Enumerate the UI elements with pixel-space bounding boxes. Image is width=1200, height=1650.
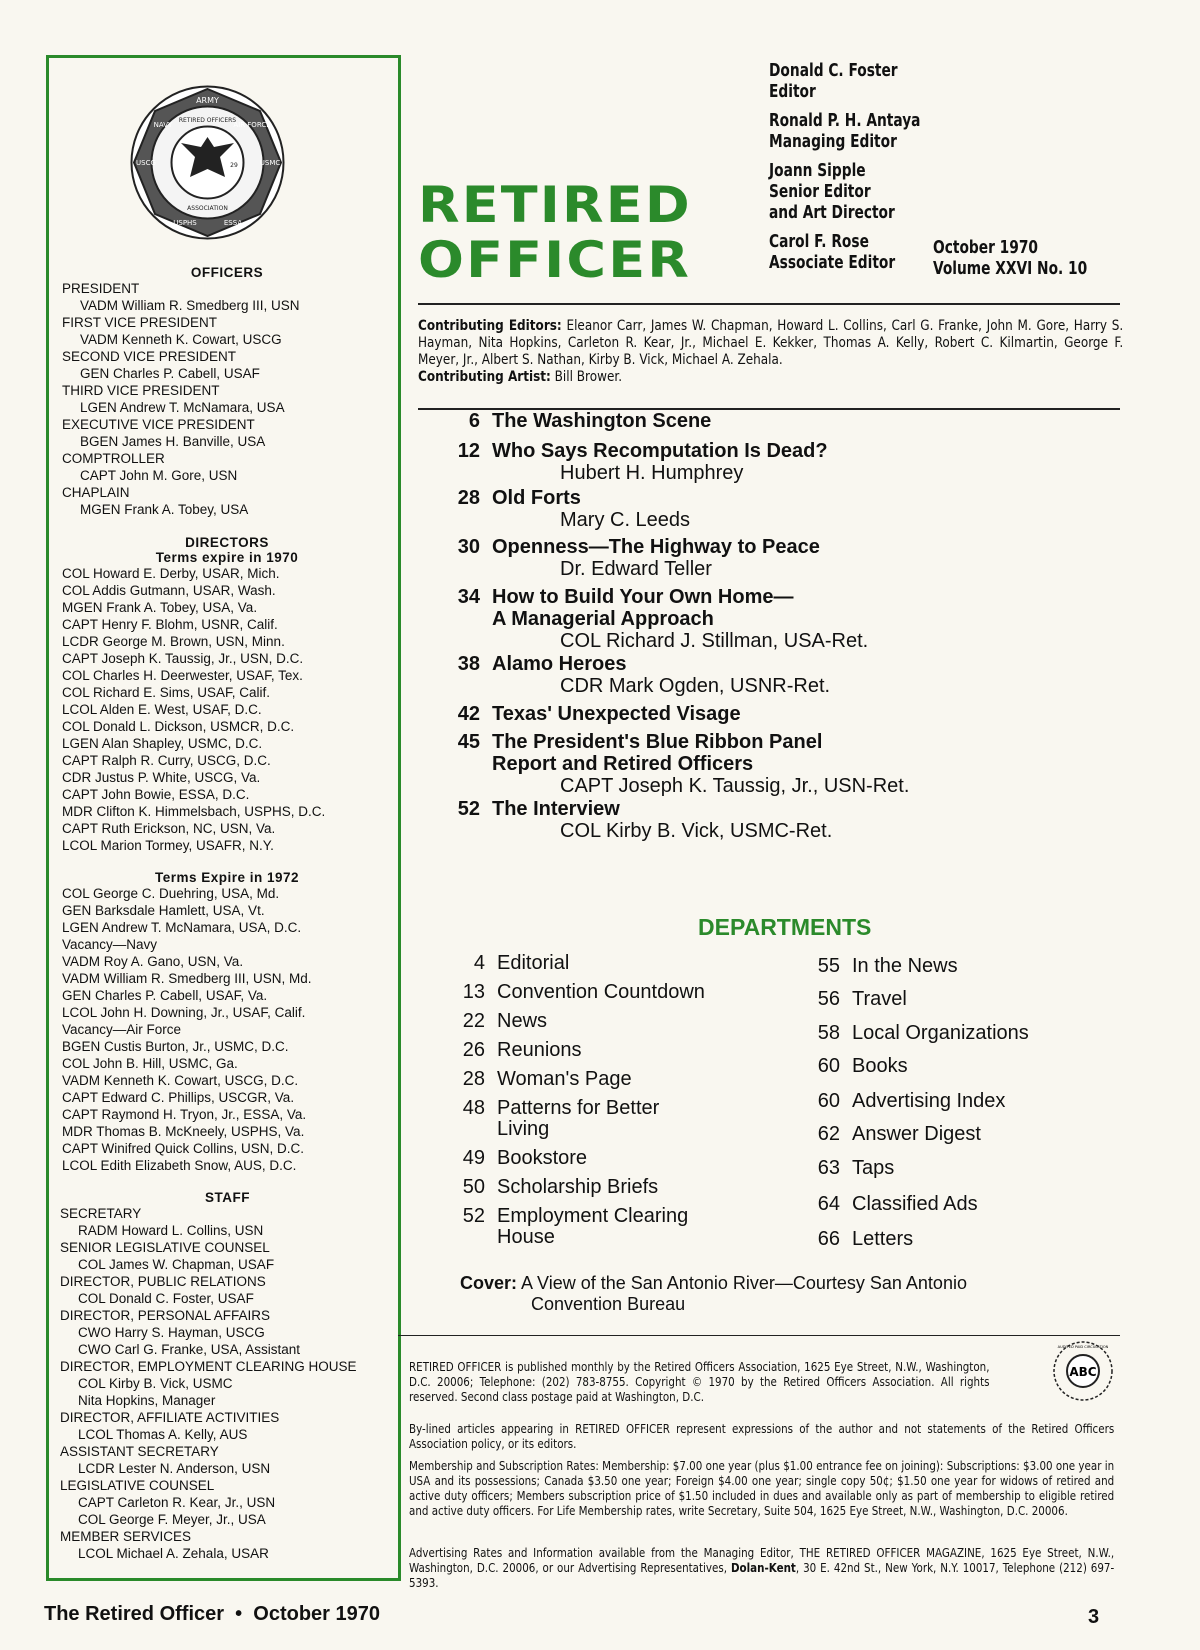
person-name: CWO Harry S. Hayman, USCG xyxy=(78,1325,265,1340)
seal-year: 29 xyxy=(230,162,238,169)
position-title: SENIOR LEGISLATIVE COUNSEL xyxy=(60,1240,270,1255)
directors-1972-section xyxy=(62,870,392,1174)
toc-title: Alamo Heroes xyxy=(492,653,627,675)
person-name: LGEN Andrew T. McNamara, USA xyxy=(80,400,285,415)
director-name: CAPT Joseph K. Taussig, Jr., USN, D.C. xyxy=(62,651,304,666)
terms-1972-heading: Terms Expire in 1972 xyxy=(154,870,300,885)
person-name: LCOL Michael A. Zehala, USAR xyxy=(78,1546,269,1561)
seal-text-navy: NAVY xyxy=(153,121,173,129)
seal-text-essa: ESSA xyxy=(223,219,243,227)
seal-text-air-force: AIR FORCE xyxy=(233,121,271,129)
position-title: MEMBER SERVICES xyxy=(60,1529,192,1544)
toc-title: Old Forts xyxy=(492,487,581,509)
department-title: Editorial xyxy=(497,952,570,974)
department-title: Classified Ads xyxy=(852,1193,978,1215)
page-number: 3 xyxy=(1088,1606,1100,1628)
position-title: DIRECTOR, PERSONAL AFFAIRS xyxy=(60,1308,271,1323)
editor-role: Managing Editor xyxy=(769,131,897,152)
position-title: FIRST VICE PRESIDENT xyxy=(62,315,218,330)
director-name: CAPT Edward C. Phillips, USCGR, Va. xyxy=(62,1090,295,1105)
position-title: DIRECTOR, EMPLOYMENT CLEARING HOUSE xyxy=(60,1359,357,1374)
position-title: CHAPLAIN xyxy=(62,485,130,500)
director-name: CAPT Ralph R. Curry, USCG, D.C. xyxy=(62,753,271,768)
seal-text-army: ARMY xyxy=(196,96,219,105)
toc-page: 45 xyxy=(457,731,480,753)
director-name: VADM Roy A. Gano, USN, Va. xyxy=(62,954,244,969)
toc-title: The Interview xyxy=(492,798,620,820)
person-name: COL James W. Chapman, USAF xyxy=(78,1257,275,1272)
toc-author: COL Kirby B. Vick, USMC-Ret. xyxy=(560,820,833,842)
toc-page: 30 xyxy=(457,536,480,558)
department-page: 60 xyxy=(817,1090,840,1112)
toc-page: 42 xyxy=(457,703,480,725)
person-name: RADM Howard L. Collins, USN xyxy=(78,1223,264,1238)
department-page: 63 xyxy=(817,1157,840,1179)
department-page: 48 xyxy=(462,1097,485,1119)
contributing-artist xyxy=(418,369,1123,386)
cover-caption xyxy=(460,1273,967,1315)
editor-entry xyxy=(769,60,1109,102)
director-name: COL George C. Duehring, USA, Md. xyxy=(62,886,280,901)
director-name: VADM William R. Smedberg III, USN, Md. xyxy=(62,971,312,986)
toc-author: Dr. Edward Teller xyxy=(560,558,712,580)
toc-author: Hubert H. Humphrey xyxy=(560,462,744,484)
department-page: 50 xyxy=(462,1176,485,1198)
cover-text: A View of the San Antonio River—Courtesy San Antonio xyxy=(517,1273,967,1293)
person-name: VADM William R. Smedberg III, USN xyxy=(80,298,300,313)
issue-volume: Volume XXVI No. 10 xyxy=(933,258,1088,279)
position-title: COMPTROLLER xyxy=(62,451,165,466)
director-name: Vacancy—Navy xyxy=(62,937,158,952)
department-page: 4 xyxy=(473,952,485,974)
directors-1970-list xyxy=(62,565,392,854)
seal-text-retired-officers: RETIRED OFFICERS xyxy=(178,117,237,124)
toc-author: Mary C. Leeds xyxy=(560,509,691,531)
position-title: LEGISLATIVE COUNSEL xyxy=(60,1478,215,1493)
toc-title: The President's Blue Ribbon Panel xyxy=(492,731,823,753)
person-name: COL Donald C. Foster, USAF xyxy=(78,1291,254,1306)
director-name: COL Howard E. Derby, USAR, Mich. xyxy=(62,566,280,581)
person-name: COL Kirby B. Vick, USMC xyxy=(78,1376,233,1391)
department-title: Employment Clearing xyxy=(497,1205,689,1227)
director-name: COL Richard E. Sims, USAF, Calif. xyxy=(62,685,271,700)
toc-author: CDR Mark Ogden, USNR-Ret. xyxy=(560,675,831,697)
directors-heading: DIRECTORS xyxy=(185,535,269,550)
department-title: Scholarship Briefs xyxy=(497,1176,659,1198)
abc-badge-text: ABC xyxy=(1069,1365,1097,1379)
officers-section xyxy=(62,265,392,518)
department-page: 64 xyxy=(817,1193,840,1215)
department-title: Woman's Page xyxy=(497,1068,632,1090)
seal-text-uscg: USCG xyxy=(136,159,156,167)
editor-entry xyxy=(769,160,1109,223)
toc-author: CAPT Joseph K. Taussig, Jr., USN-Ret. xyxy=(560,775,910,797)
director-name: CAPT John Bowie, ESSA, D.C. xyxy=(62,787,250,802)
directors-1972-list xyxy=(62,885,392,1174)
director-name: CAPT Henry F. Blohm, USNR, Calif. xyxy=(62,617,278,632)
officers-list xyxy=(62,280,392,518)
contributing-editors-label: Contributing Editors: xyxy=(418,318,562,334)
masthead-line-1: RETIRED xyxy=(418,176,692,234)
department-title: Bookstore xyxy=(497,1147,588,1169)
issue-info xyxy=(933,237,1087,279)
contributing-artist-label: Contributing Artist: xyxy=(418,369,551,385)
person-name: LCOL Thomas A. Kelly, AUS xyxy=(78,1427,248,1442)
director-name: LCOL Edith Elizabeth Snow, AUS, D.C. xyxy=(62,1158,297,1173)
publication-notice: RETIRED OFFICER is published monthly by the Retired Officers Association, 1625 Eye Street, N.W., Washington, D.C. 20006; Telephone: (202) 783-8755. Copyright © 1970 by the Retired Officers Association. All rights reserved. Second class postage paid at Washington, D.C. xyxy=(409,1360,990,1404)
department-page: 52 xyxy=(462,1205,485,1227)
toc-page: 12 xyxy=(457,440,480,462)
person-name: COL George F. Meyer, Jr., USA xyxy=(78,1512,266,1527)
person-name: CAPT John M. Gore, USN xyxy=(80,468,238,483)
director-name: Vacancy—Air Force xyxy=(62,1022,182,1037)
toc-title: The Washington Scene xyxy=(492,410,712,432)
directors-1970-section xyxy=(62,535,392,854)
toc-title: A Managerial Approach xyxy=(492,608,714,630)
position-title: SECRETARY xyxy=(60,1206,142,1221)
director-name: COL John B. Hill, USMC, Ga. xyxy=(62,1056,238,1071)
person-name: Nita Hopkins, Manager xyxy=(78,1393,216,1408)
person-name: CAPT Carleton R. Kear, Jr., USN xyxy=(78,1495,276,1510)
department-title: News xyxy=(497,1010,548,1032)
toc-title: Texas' Unexpected Visage xyxy=(492,703,741,725)
seal-text-usmc: USMC xyxy=(259,159,281,167)
department-title: Local Organizations xyxy=(852,1022,1029,1044)
director-name: MGEN Frank A. Tobey, USA, Va. xyxy=(62,600,258,615)
position-title: EXECUTIVE VICE PRESIDENT xyxy=(62,417,255,432)
director-name: MDR Thomas B. McKneely, USPHS, Va. xyxy=(62,1124,305,1139)
department-page: 58 xyxy=(817,1022,840,1044)
department-page: 49 xyxy=(462,1147,485,1169)
departments-heading: DEPARTMENTS xyxy=(698,914,872,940)
staff-list xyxy=(60,1205,395,1562)
person-name: BGEN James H. Banville, USA xyxy=(80,434,266,449)
toc-page: 34 xyxy=(457,586,480,608)
department-page: 28 xyxy=(462,1068,485,1090)
department-title: Taps xyxy=(852,1157,895,1179)
footer-title: The Retired Officer • October 1970 xyxy=(44,1603,380,1625)
toc-page: 28 xyxy=(457,487,480,509)
byline-disclaimer: By-lined articles appearing in RETIRED OFFICER represent expressions of the author and not statements of the Retired Officers Association policy, or its editors. xyxy=(409,1422,1115,1451)
staff-section xyxy=(60,1190,395,1562)
masthead-title xyxy=(418,178,692,288)
position-title: DIRECTOR, PUBLIC RELATIONS xyxy=(60,1274,266,1289)
editor-name: Joann Sipple xyxy=(769,160,866,181)
department-title: Advertising Index xyxy=(852,1090,1006,1112)
editor-role: and Art Director xyxy=(769,202,895,223)
director-name: VADM Kenneth K. Cowart, USCG, D.C. xyxy=(62,1073,299,1088)
toc-title: Openness—The Highway to Peace xyxy=(492,536,820,558)
advertising-rep: Dolan-Kent xyxy=(730,1561,796,1575)
director-name: CAPT Winifred Quick Collins, USN, D.C. xyxy=(62,1141,305,1156)
cover-label: Cover: xyxy=(460,1273,518,1293)
department-page: 66 xyxy=(817,1228,840,1250)
department-title: In the News xyxy=(852,955,958,977)
editor-name: Donald C. Foster xyxy=(769,60,898,81)
director-name: MDR Clifton K. Himmelsbach, USPHS, D.C. xyxy=(62,804,326,819)
department-title: Reunions xyxy=(497,1039,582,1061)
department-page: 62 xyxy=(817,1123,840,1145)
department-title: Convention Countdown xyxy=(497,981,705,1003)
director-name: LCOL John H. Downing, Jr., USAF, Calif. xyxy=(62,1005,306,1020)
contributors xyxy=(418,318,1123,386)
director-name: LGEN Andrew T. McNamara, USA, D.C. xyxy=(62,920,302,935)
department-page: 60 xyxy=(817,1055,840,1077)
person-name: GEN Charles P. Cabell, USAF xyxy=(80,366,260,381)
department-page: 56 xyxy=(817,988,840,1010)
person-name: LCDR Lester N. Anderson, USN xyxy=(78,1461,271,1476)
membership-rates: Membership and Subscription Rates: Membership: $7.00 one year (plus $1.00 entrance fee on joining): Subscriptions: $3.00 one year in USA and its possessions; Canada $3.50 one year; Foreign $4.00 one year; single copy 50¢; $1.50 one year for widows of retired and active duty officers; Members subscription price of $1.50 included in dues and available only as part of membership to eligible retired and active duty officers. For Life Membership rates, write Secretary, Suite 504, 1625 Eye Street, N.W., Washington, D.C. 20006. xyxy=(409,1459,1115,1518)
toc-title: How to Build Your Own Home— xyxy=(492,586,794,608)
position-title: DIRECTOR, AFFILIATE ACTIVITIES xyxy=(60,1410,280,1425)
cover-text-2: Convention Bureau xyxy=(531,1294,686,1314)
department-title: Patterns for Better xyxy=(497,1097,660,1119)
department-page: 26 xyxy=(462,1039,485,1061)
director-name: LCOL Marion Tormey, USAFR, N.Y. xyxy=(62,838,274,853)
toc-page: 6 xyxy=(468,410,480,432)
department-title: Answer Digest xyxy=(852,1123,981,1145)
director-name: CAPT Raymond H. Tryon, Jr., ESSA, Va. xyxy=(62,1107,307,1122)
department-page: 13 xyxy=(462,981,485,1003)
editor-name: Ronald P. H. Antaya xyxy=(769,110,921,131)
department-title: Travel xyxy=(852,988,907,1010)
divider xyxy=(398,1335,1120,1336)
seal-text-association: ASSOCIATION xyxy=(187,205,228,212)
department-title: Books xyxy=(852,1055,908,1077)
contributing-artist-text: Bill Brower. xyxy=(550,369,623,385)
divider xyxy=(418,303,1120,305)
director-name: LGEN Alan Shapley, USMC, D.C. xyxy=(62,736,263,751)
seal-text-usphs: USPHS xyxy=(173,219,197,227)
issue-date: October 1970 xyxy=(933,237,1038,258)
toc-page: 38 xyxy=(457,653,480,675)
editor-role: Editor xyxy=(769,81,816,102)
toc-title: Who Says Recomputation Is Dead? xyxy=(492,440,828,462)
director-name: CAPT Ruth Erickson, NC, USN, Va. xyxy=(62,821,276,836)
position-title: PRESIDENT xyxy=(62,281,140,296)
toc-page: 52 xyxy=(457,798,480,820)
department-page: 55 xyxy=(817,955,840,977)
association-seal-icon xyxy=(130,85,285,240)
department-title: House xyxy=(497,1226,555,1248)
director-name: CDR Justus P. White, USCG, Va. xyxy=(62,770,261,785)
masthead-line-2: OFFICER xyxy=(418,231,692,289)
staff-heading: STAFF xyxy=(205,1190,250,1205)
director-name: COL Donald L. Dickson, USMCR, D.C. xyxy=(62,719,295,734)
editor-name: Carol F. Rose xyxy=(769,231,869,252)
advertising-text: Advertising Rates and Information available from the Managing Editor, THE RETIRED OFFICER MAGAZINE, 1625 Eye Street, N.W., Washington, D.C. 20006, or our Advertising Representatives, xyxy=(409,1546,1115,1575)
department-title: Letters xyxy=(852,1228,914,1250)
contributing-editors-text: Eleanor Carr, James W. Chapman, Howard L. Collins, Carl G. Franke, John M. Gore, Harry S. Hayman, Nita Hopkins, Carleton R. Kear, Jr., Michael E. Kekker, Thomas A. Kelly, Robert C. Kilmartin, George F. Meyer, Jr., Albert S. Nathan, Kirby B. Vick, Michael A. Zehala. xyxy=(418,318,1124,368)
department-page: 22 xyxy=(462,1010,485,1032)
toc-title: Report and Retired Officers xyxy=(492,753,754,775)
abc-ring-text: AUDITED PAID CIRCULATION xyxy=(1057,1345,1109,1349)
director-name: COL Charles H. Deerwester, USAF, Tex. xyxy=(62,668,303,683)
director-name: BGEN Custis Burton, Jr., USMC, D.C. xyxy=(62,1039,289,1054)
person-name: VADM Kenneth K. Cowart, USCG xyxy=(80,332,282,347)
toc-author: COL Richard J. Stillman, USA-Ret. xyxy=(560,630,869,652)
position-title: SECOND VICE PRESIDENT xyxy=(62,349,237,364)
editor-role: Associate Editor xyxy=(769,252,896,273)
editor-role: Senior Editor xyxy=(769,181,871,202)
director-name: GEN Barksdale Hamlett, USA, Vt. xyxy=(62,903,265,918)
director-name: LCOL Alden E. West, USAF, D.C. xyxy=(62,702,262,717)
director-name: GEN Charles P. Cabell, USAF, Va. xyxy=(62,988,268,1003)
person-name: CWO Carl G. Franke, USA, Assistant xyxy=(78,1342,301,1357)
person-name: MGEN Frank A. Tobey, USA xyxy=(80,502,249,517)
editor-entry xyxy=(769,110,1109,152)
department-title: Living xyxy=(497,1118,550,1140)
director-name: COL Addis Gutmann, USAR, Wash. xyxy=(62,583,276,598)
contributing-editors xyxy=(418,318,1123,369)
position-title: THIRD VICE PRESIDENT xyxy=(62,383,220,398)
terms-1970-heading: Terms expire in 1970 xyxy=(155,550,299,565)
director-name: LCDR George M. Brown, USN, Minn. xyxy=(62,634,285,649)
abc-audit-badge-icon xyxy=(1052,1340,1114,1402)
officers-heading: OFFICERS xyxy=(190,265,264,280)
advertising-info xyxy=(409,1546,1114,1591)
advertising-text-end: , 30 E. 42nd St., New York, N.Y. 10017, Telephone (212) 697-5393. xyxy=(409,1561,1115,1590)
position-title: ASSISTANT SECRETARY xyxy=(60,1444,219,1459)
